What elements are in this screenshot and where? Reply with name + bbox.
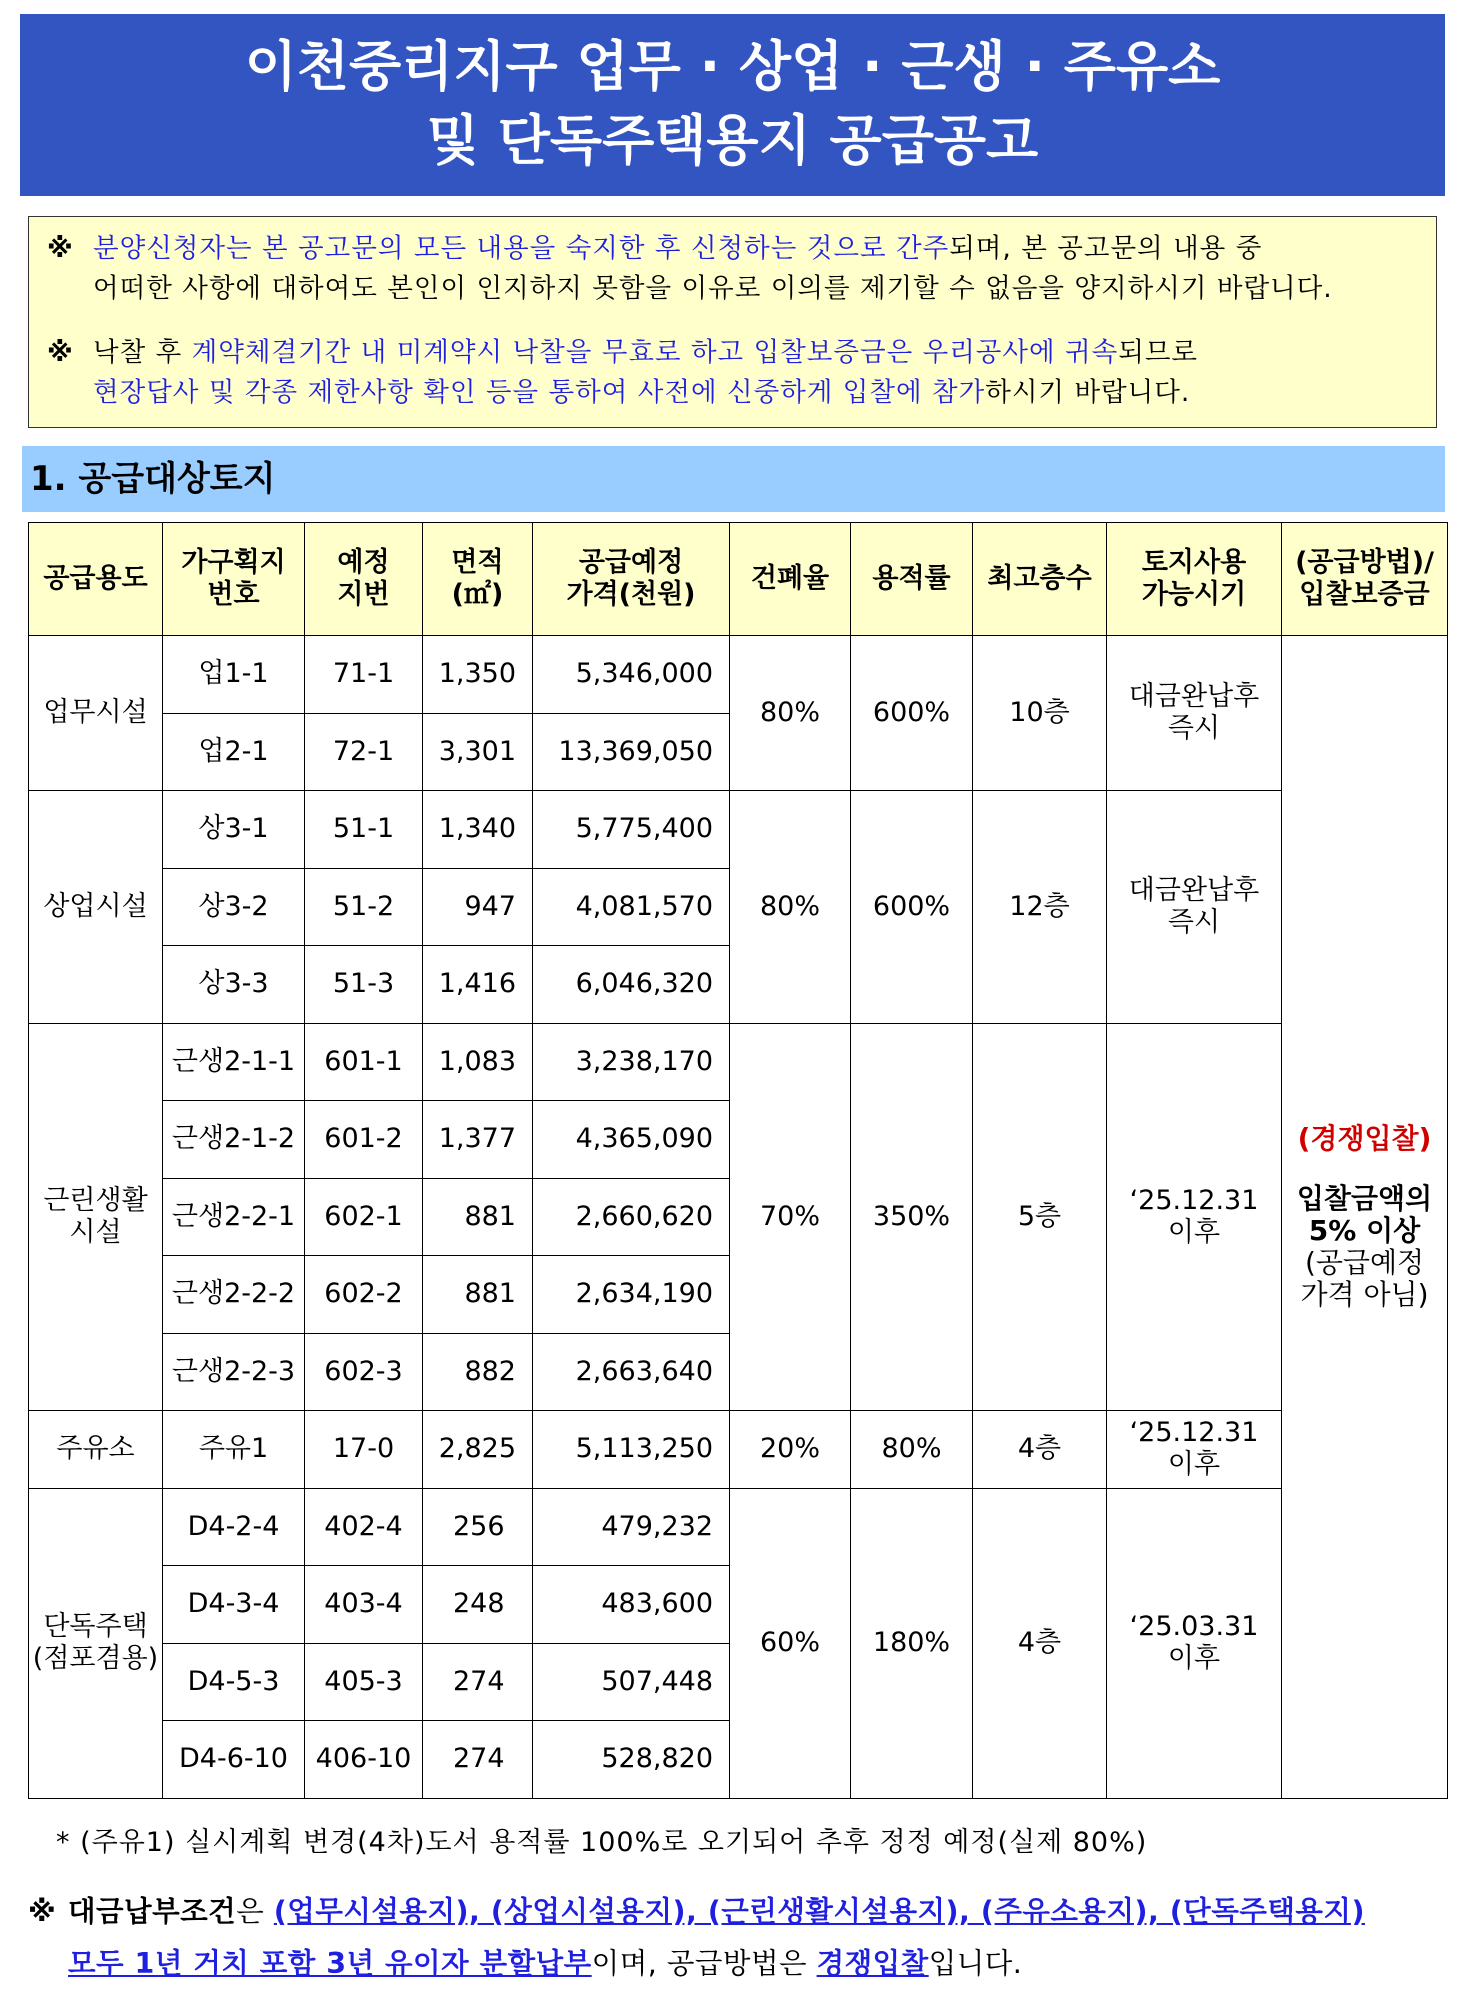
reference-mark: ※: [47, 233, 74, 264]
payment-text-b: 이며, 공급방법은: [591, 1947, 817, 1980]
header-method-1: (공급방법)/: [1295, 547, 1434, 578]
price-cell: 2,663,640: [533, 1333, 730, 1411]
use-cell: [29, 636, 163, 791]
header-available-1: 토지사용: [1141, 547, 1247, 578]
far-cell: 80%: [851, 1411, 973, 1489]
lot-cell: 근생2-2-3: [163, 1333, 305, 1411]
parcel-cell: 601-1: [305, 1023, 423, 1101]
payment-label: 대금납부조건: [68, 1895, 237, 1928]
far-cell: 600%: [851, 791, 973, 1024]
price-cell: 2,660,620: [533, 1178, 730, 1256]
floors-cell: 4층: [973, 1411, 1107, 1489]
bid-method-cell: [1282, 636, 1448, 1799]
section-title: 1. 공급대상토지: [30, 459, 276, 499]
bid-note-line-1: (공급예정: [1304, 1245, 1425, 1279]
notice-2-text-a: 낙찰 후: [93, 337, 192, 368]
payment-method: 경쟁입찰: [816, 1947, 929, 1980]
parcel-cell: 602-2: [305, 1256, 423, 1334]
payment-installment: 모두 1년 거치 포함 3년 유이자 분할납부: [68, 1947, 592, 1980]
header-lot-no-2: 번호: [207, 579, 260, 610]
payment-text-c: 입니다.: [928, 1947, 1023, 1980]
parcel-cell: 403-4: [305, 1566, 423, 1644]
parcel-cell: 405-3: [305, 1643, 423, 1721]
lot-cell: 근생2-1-2: [163, 1101, 305, 1179]
use-label: 주유소: [56, 1433, 135, 1465]
header-available-2: 가능시기: [1141, 579, 1247, 610]
available-line-2: 즉시: [1167, 906, 1221, 938]
use-label-2: (점포겸용): [32, 1643, 159, 1674]
available-line-1: ‘25.03.31: [1129, 1611, 1259, 1642]
parcel-cell: 72-1: [305, 713, 423, 791]
coverage-cell: 80%: [730, 791, 851, 1024]
floors-cell: 10층: [973, 636, 1107, 791]
area-cell: 256: [423, 1488, 533, 1566]
payment-terms: [28, 1886, 1448, 1990]
available-line-2: 이후: [1167, 1216, 1221, 1248]
price-cell: 13,369,050: [533, 713, 730, 791]
available-cell: [1107, 636, 1282, 791]
floors-cell: 4층: [973, 1488, 1107, 1798]
floors-cell: 5층: [973, 1023, 1107, 1411]
coverage-cell: 80%: [730, 636, 851, 791]
area-cell: 1,340: [423, 791, 533, 869]
parcel-cell: 602-1: [305, 1178, 423, 1256]
notice-2-text-b: 되므로: [1118, 337, 1199, 368]
parcel-cell: 601-2: [305, 1101, 423, 1179]
area-cell: 1,416: [423, 946, 533, 1024]
lot-cell: 업1-1: [163, 636, 305, 714]
lot-cell: 주유1: [163, 1411, 305, 1489]
use-label: 상업시설: [43, 890, 148, 922]
payment-continuation: [28, 1938, 1448, 1990]
header-price-2: 가격(천원): [566, 579, 696, 610]
area-cell: 3,301: [423, 713, 533, 791]
use-label-2: 시설: [69, 1216, 122, 1248]
payment-text-a: 은: [236, 1895, 274, 1928]
notice-1-text: 되며, 본 공고문의 내용 중: [949, 233, 1263, 264]
notice-item-1: [47, 229, 1418, 309]
available-line-1: 대금완납후: [1128, 874, 1260, 906]
footnote: * (주유1) 실시계획 변경(4차)도서 용적률 100%로 오기되어 추후 정정 예정(실제 80%): [56, 1827, 1148, 1858]
table-header-row: [29, 523, 1448, 636]
parcel-cell: 602-3: [305, 1333, 423, 1411]
title-line-2: 및 단독주택용지 공급공고: [426, 109, 1039, 172]
price-cell: 6,046,320: [533, 946, 730, 1024]
area-cell: 882: [423, 1333, 533, 1411]
notice-2-highlight-b: 현장답사 및 각종 제한사항 확인 등을 통하여 사전에 신중하게 입찰에 참가: [93, 377, 986, 408]
use-label: 단독주택: [43, 1611, 148, 1642]
available-cell: [1107, 1023, 1282, 1411]
coverage-cell: 70%: [730, 1023, 851, 1411]
area-cell: 1,350: [423, 636, 533, 714]
lot-cell: 상3-1: [163, 791, 305, 869]
header-area: [423, 523, 533, 636]
area-cell: 881: [423, 1178, 533, 1256]
price-cell: 3,238,170: [533, 1023, 730, 1101]
area-cell: 1,083: [423, 1023, 533, 1101]
area-cell: 947: [423, 868, 533, 946]
parcel-cell: 402-4: [305, 1488, 423, 1566]
title-banner: [20, 14, 1445, 196]
header-method: [1282, 523, 1448, 636]
parcel-cell: 406-10: [305, 1721, 423, 1799]
available-line-2: 이후: [1167, 1449, 1221, 1481]
table-row: [29, 636, 1448, 714]
header-parcel: [305, 523, 423, 636]
area-cell: 2,825: [423, 1411, 533, 1489]
lot-cell: 상3-2: [163, 868, 305, 946]
available-cell: [1107, 791, 1282, 1024]
price-cell: 528,820: [533, 1721, 730, 1799]
bid-deposit-line-1: 입찰금액의: [1296, 1181, 1433, 1215]
table-row: [29, 1488, 1448, 1566]
header-price: [533, 523, 730, 636]
header-far: 용적률: [851, 523, 973, 636]
area-cell: 1,377: [423, 1101, 533, 1179]
parcel-cell: 51-2: [305, 868, 423, 946]
use-cell: [29, 1488, 163, 1798]
lot-cell: D4-2-4: [163, 1488, 305, 1566]
available-line-2: 이후: [1167, 1643, 1221, 1674]
coverage-cell: 60%: [730, 1488, 851, 1798]
payment-land-types: (업무시설용지), (상업시설용지), (근린생활시설용지), (주유소용지), (단독주택용지): [273, 1895, 1365, 1928]
notice-2-highlight-a: 계약체결기간 내 미계약시 낙찰을 무효로 하고 입찰보증금은 우리공사에 귀속: [191, 337, 1119, 368]
header-area-1: 면적: [451, 547, 504, 578]
reference-mark: ※: [28, 1895, 57, 1928]
lot-cell: D4-6-10: [163, 1721, 305, 1799]
header-use: 공급용도: [29, 523, 163, 636]
header-method-2: 입찰보증금: [1299, 579, 1430, 610]
header-lot-no: [163, 523, 305, 636]
available-line-1: 대금완납후: [1128, 681, 1260, 712]
bid-method: (경쟁입찰): [1297, 1121, 1432, 1155]
lot-cell: 근생2-2-1: [163, 1178, 305, 1256]
lot-cell: 근생2-2-2: [163, 1256, 305, 1334]
price-cell: 479,232: [533, 1488, 730, 1566]
price-cell: 4,081,570: [533, 868, 730, 946]
lot-cell: 업2-1: [163, 713, 305, 791]
price-cell: 483,600: [533, 1566, 730, 1644]
notice-2-continuation: [47, 373, 1418, 413]
use-cell: [29, 1023, 163, 1411]
reference-mark: ※: [47, 337, 74, 368]
header-parcel-1: 예정: [337, 547, 390, 578]
header-available: [1107, 523, 1282, 636]
available-line-1: ‘25.12.31: [1129, 1417, 1259, 1449]
bid-deposit-line-2: 5% 이상: [1308, 1213, 1421, 1247]
area-cell: 274: [423, 1643, 533, 1721]
price-cell: 4,365,090: [533, 1101, 730, 1179]
use-cell: [29, 791, 163, 1024]
header-area-2: (㎡): [451, 579, 504, 610]
use-cell: [29, 1411, 163, 1489]
table-row: [29, 1411, 1448, 1489]
price-cell: 507,448: [533, 1643, 730, 1721]
available-cell: [1107, 1411, 1282, 1489]
supply-land-table: [28, 522, 1448, 1799]
header-coverage: 건폐율: [730, 523, 851, 636]
available-cell: [1107, 1488, 1282, 1798]
area-cell: 274: [423, 1721, 533, 1799]
area-cell: 248: [423, 1566, 533, 1644]
notice-1-highlight: 분양신청자는 본 공고문의 모든 내용을 숙지한 후 신청하는 것으로 간주: [93, 233, 950, 264]
coverage-cell: 20%: [730, 1411, 851, 1489]
far-cell: 600%: [851, 636, 973, 791]
notice-box: [28, 216, 1437, 428]
lot-cell: D4-3-4: [163, 1566, 305, 1644]
lot-cell: D4-5-3: [163, 1643, 305, 1721]
parcel-cell: 71-1: [305, 636, 423, 714]
parcel-cell: 51-1: [305, 791, 423, 869]
lot-cell: 근생2-1-1: [163, 1023, 305, 1101]
header-lot-no-1: 가구획지: [181, 547, 286, 578]
available-line-1: ‘25.12.31: [1129, 1184, 1259, 1216]
far-cell: 180%: [851, 1488, 973, 1798]
bid-note-line-2: 가격 아님): [1300, 1277, 1429, 1311]
header-floors: 최고층수: [973, 523, 1107, 636]
notice-item-2: [47, 333, 1418, 413]
section-header: [22, 446, 1445, 512]
parcel-cell: 17-0: [305, 1411, 423, 1489]
price-cell: 5,775,400: [533, 791, 730, 869]
lot-cell: 상3-3: [163, 946, 305, 1024]
header-parcel-2: 지번: [337, 579, 390, 610]
use-label: 업무시설: [43, 697, 148, 728]
available-line-2: 즉시: [1167, 713, 1221, 744]
notice-2-text-c: 하시기 바랍니다.: [985, 377, 1191, 408]
parcel-cell: 51-3: [305, 946, 423, 1024]
use-label: 근린생활: [43, 1184, 148, 1216]
price-cell: 5,346,000: [533, 636, 730, 714]
far-cell: 350%: [851, 1023, 973, 1411]
area-cell: 881: [423, 1256, 533, 1334]
notice-1-continuation: 어떠한 사항에 대하여도 본인이 인지하지 못함을 이유로 이의를 제기할 수 없음을 양지하시기 바랍니다.: [93, 273, 1333, 304]
price-cell: 2,634,190: [533, 1256, 730, 1334]
floors-cell: 12층: [973, 791, 1107, 1024]
price-cell: 5,113,250: [533, 1411, 730, 1489]
table-row: [29, 1023, 1448, 1101]
header-price-1: 공급예정: [578, 547, 684, 578]
title-line-1: 이천중리지구 업무 · 상업 · 근생 · 주유소: [244, 35, 1221, 98]
table-row: [29, 791, 1448, 869]
